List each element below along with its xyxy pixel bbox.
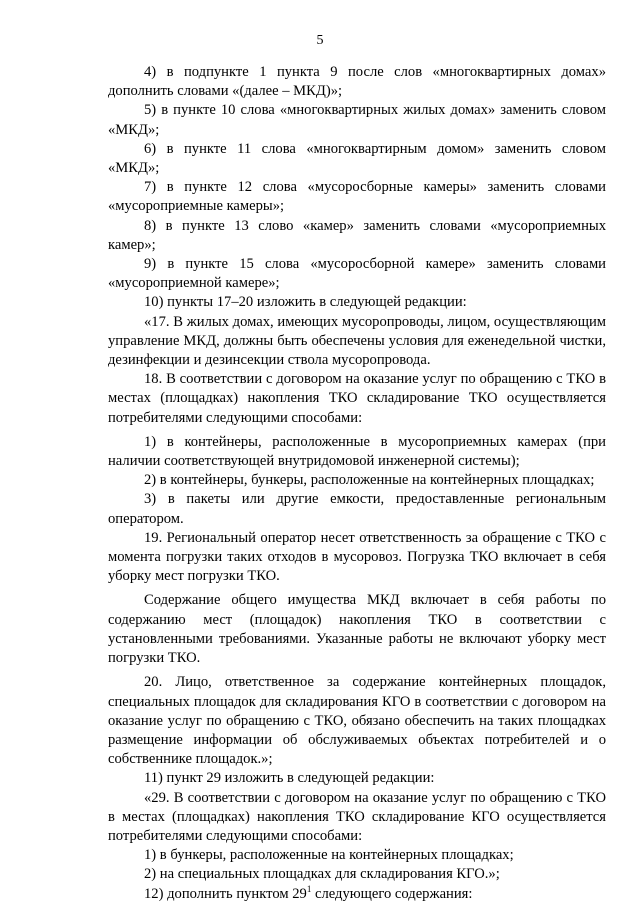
paragraph-clause-18-item-2: 2) в контейнеры, бункеры, расположенные на контейнерных площадках; xyxy=(144,472,595,489)
amendment-12-text: 12) дополнить пунктом 29 xyxy=(144,885,307,902)
paragraph-amendment-11: 11) пункт 29 изложить в следующей редакции: xyxy=(144,770,435,787)
amendment-12-text-end: следующего содержания: xyxy=(311,885,473,902)
paragraph-clause-29: «29. В соответствии с договором на оказание услуг по обращению с ТКО в местах (площадках) накопления ТКО складирование КГО осуществляется потребителями следующими способами: xyxy=(108,789,606,844)
paragraph-amendment-7: 7) в пункте 12 слова «мусоросборные камеры» заменить словами «мусороприемные камеры»; xyxy=(108,179,606,215)
paragraph-clause-20: 20. Лицо, ответственное за содержание контейнерных площадок, специальных площадок для складирования КГО в соответствии с договором на оказание услуг по обращению с ТКО, обязано обеспечить на таких площадках размещение информации об обслуживаемых объектах потребителей и о собственнике площадок.»; xyxy=(108,674,606,768)
paragraph-clause-17: «17. В жилых домах, имеющих мусоропроводы, лицом, осуществляющим управление МКД, должны быть обеспечены условия для еженедельной чистки, дезинфекции и дезинсекции ствола мусоропровода. xyxy=(108,313,606,369)
paragraph-amendment-6: 6) в пункте 11 слова «многоквартирным домом» заменить словом «МКД»; xyxy=(108,140,606,177)
paragraph-amendment-12 xyxy=(108,885,606,904)
paragraph-clause-19: 19. Региональный оператор несет ответственность за обращение с ТКО с момента погрузки таких отходов в мусоровоз. Погрузка ТКО включает в себя уборку мест погрузки ТКО. xyxy=(108,529,606,585)
paragraph-amendment-10: 10) пункты 17–20 изложить в следующей редакции: xyxy=(144,294,467,311)
paragraph-amendment-4: 4) в подпункте 1 пункта 9 после слов «многоквартирных домах» дополнить словами «(далее – МКД)»; xyxy=(108,64,606,100)
paragraph-amendment-5: 5) в пункте 10 слова «многоквартирных жилых домах» заменить словом «МКД»; xyxy=(108,102,606,138)
document-body xyxy=(108,63,606,904)
paragraph-clause-18: 18. В соответствии с договором на оказание услуг по обращению с ТКО в местах (площадках) накопления ТКО складирование ТКО осуществляется потребителями следующими способами: xyxy=(108,371,606,426)
paragraph-clause-18-item-3: 3) в пакеты или другие емкости, предоставленные региональным оператором. xyxy=(108,491,606,527)
paragraph-clause-18-item-1: 1) в контейнеры, расположенные в мусороприемных камерах (при наличии соответствующей внутридомовой инженерной системы); xyxy=(108,433,606,470)
paragraph-amendment-8: 8) в пункте 13 слово «камер» заменить словами «мусороприемных камер»; xyxy=(108,217,606,253)
paragraph-amendment-9: 9) в пункте 15 слова «мусоросборной камере» заменить словами «мусороприемной камере»; xyxy=(108,256,606,292)
page-number: 5 xyxy=(316,33,324,48)
clause-superscript: 1 xyxy=(306,883,312,894)
paragraph-clause-29-item-1: 1) в бункеры, расположенные на контейнерных площадках; xyxy=(144,847,514,864)
paragraph-common-property: Содержание общего имущества МКД включает в себя работы по содержанию мест (площадок) накопления ТКО в соответствии с установленными требованиями. Указанные работы не включают уборку мест погрузки ТКО. xyxy=(108,592,606,667)
paragraph-clause-29-item-2: 2) на специальных площадках для складирования КГО.»; xyxy=(144,866,500,883)
